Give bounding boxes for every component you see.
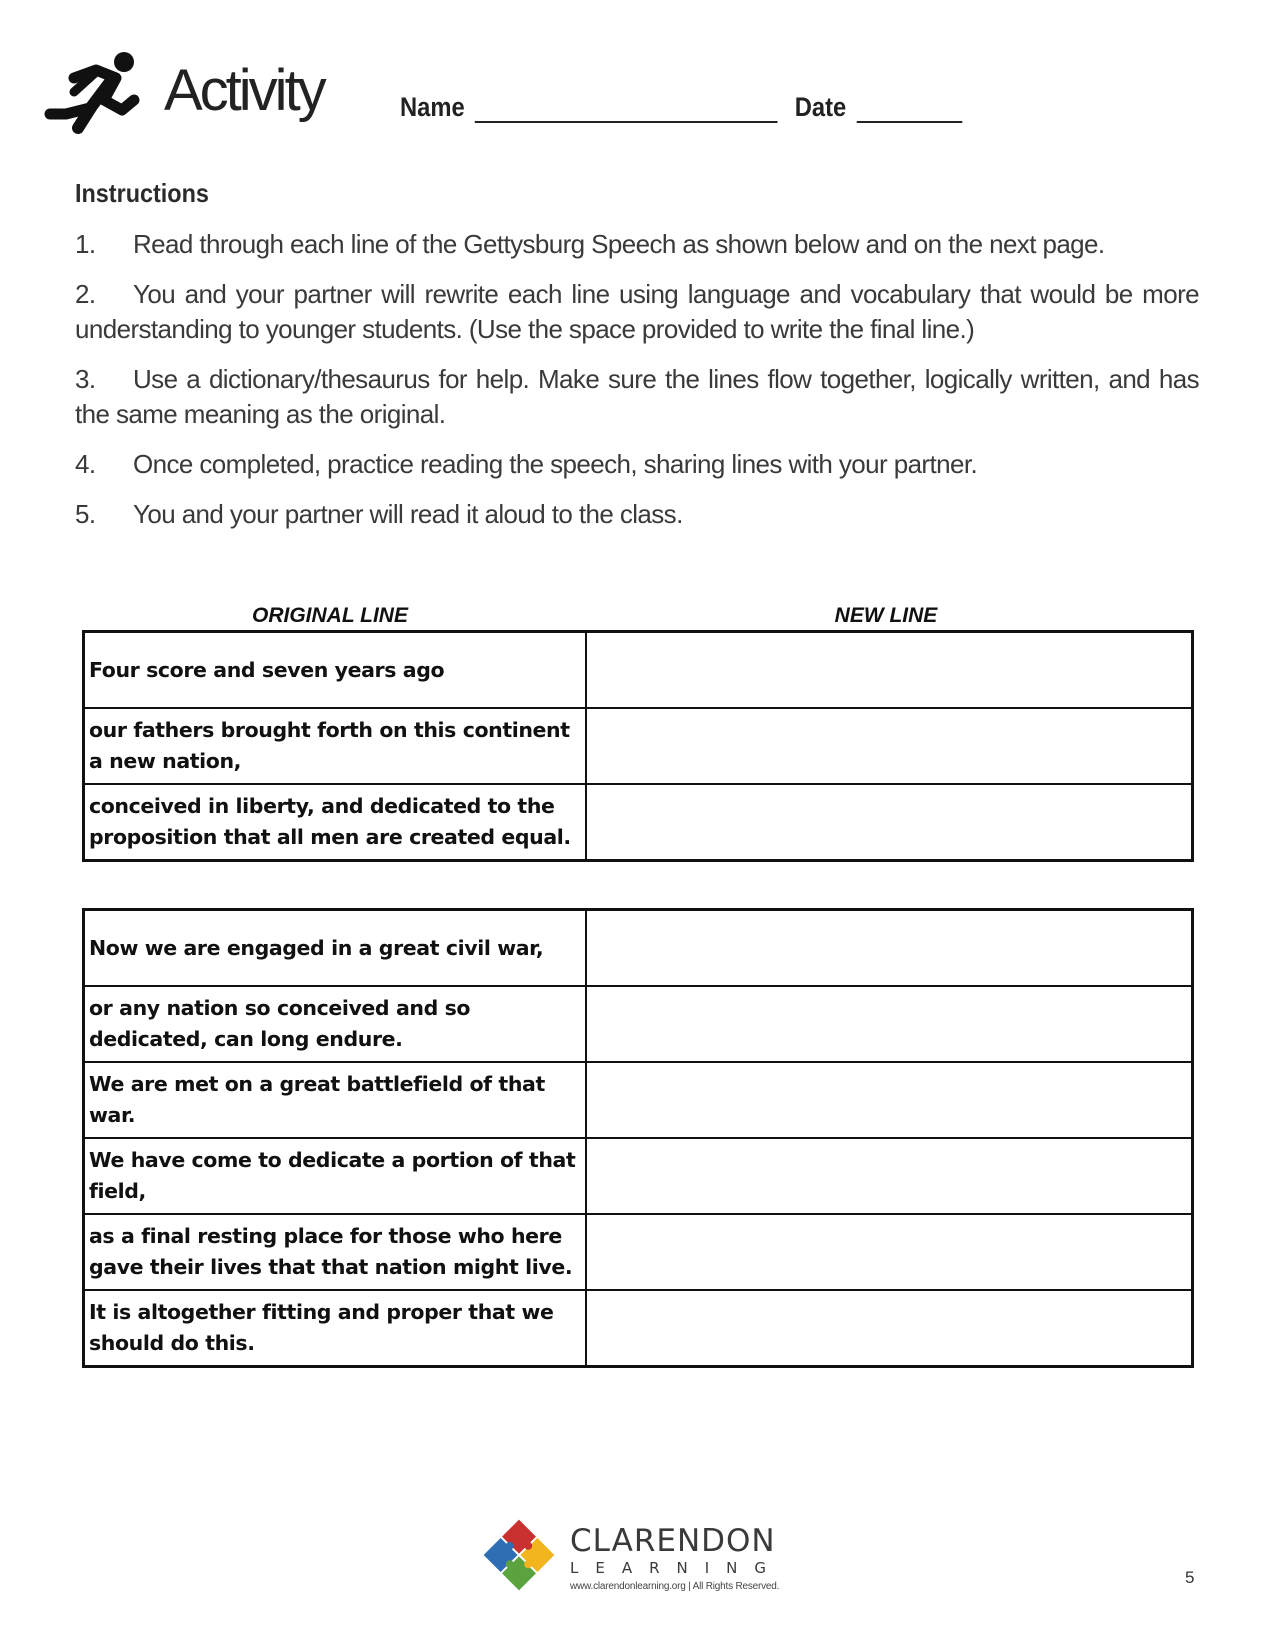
- instructions-section: [75, 178, 1199, 547]
- date-field[interactable]: [856, 95, 962, 123]
- instruction-step: 4. Once completed, practice reading the speech, sharing lines with your partner.: [75, 449, 978, 479]
- footer-branding: [480, 1516, 800, 1596]
- column-header-new: NEW LINE: [834, 604, 938, 627]
- name-date-fields: [400, 92, 973, 123]
- table-row: [84, 1214, 1193, 1290]
- brand-url: www.clarendonlearning.org | All Rights Reserved.: [570, 1581, 780, 1592]
- instruction-step: 5. You and your partner will read it aloud to the class.: [75, 499, 683, 529]
- brand-subtitle: LEARNING: [570, 1559, 784, 1577]
- new-line-field[interactable]: [586, 1062, 1193, 1138]
- brand-name: CLARENDON: [570, 1523, 776, 1559]
- original-line: Four score and seven years ago: [84, 632, 587, 709]
- table-row: [84, 708, 1193, 784]
- table-row: [84, 910, 1193, 987]
- new-line-field[interactable]: [586, 1214, 1193, 1290]
- original-line: Now we are engaged in a great civil war,: [84, 910, 587, 987]
- original-line: as a final resting place for those who here gave their lives that that nation might live.: [84, 1214, 587, 1290]
- activity-title: Activity: [164, 58, 324, 123]
- running-person-icon: [44, 48, 144, 140]
- original-line: conceived in liberty, and dedicated to the proposition that all men are created equal.: [84, 784, 587, 861]
- table-column-headers: [82, 604, 1194, 628]
- original-line: or any nation so conceived and so dedicated, can long endure.: [84, 986, 587, 1062]
- table-row: [84, 632, 1193, 709]
- instruction-step: 3. Use a dictionary/thesaurus for help. Make sure the lines flow together, logically written, and has the same meaning as the original.: [75, 364, 1199, 429]
- table-row: [84, 986, 1193, 1062]
- table-row: [84, 1062, 1193, 1138]
- column-header-original: ORIGINAL LINE: [252, 604, 408, 627]
- original-line: It is altogether fitting and proper that we should do this.: [84, 1290, 587, 1367]
- new-line-field[interactable]: [586, 1138, 1193, 1214]
- table-row: [84, 1290, 1193, 1367]
- puzzle-logo-icon: [480, 1516, 558, 1594]
- date-label: Date: [794, 92, 847, 122]
- speech-table-1: [82, 630, 1194, 862]
- table-row: [84, 1138, 1193, 1214]
- new-line-field[interactable]: [586, 1290, 1193, 1367]
- brand-block: [570, 1523, 784, 1592]
- original-line: our fathers brought forth on this continent a new nation,: [84, 708, 587, 784]
- new-line-field[interactable]: [586, 986, 1193, 1062]
- speech-table-2: [82, 908, 1194, 1368]
- name-label: Name: [400, 92, 465, 122]
- table-row: [84, 784, 1193, 861]
- instruction-step: 1. Read through each line of the Gettysburg Speech as shown below and on the next page.: [75, 229, 1105, 259]
- original-line: We have come to dedicate a portion of that field,: [84, 1138, 587, 1214]
- page-header: [44, 40, 1234, 140]
- instruction-step: 2. You and your partner will rewrite each line using language and vocabulary that would be more understanding to younger students. (Use the space provided to write the final line.): [75, 279, 1199, 344]
- new-line-field[interactable]: [586, 910, 1193, 987]
- original-line: We are met on a great battlefield of that war.: [84, 1062, 587, 1138]
- new-line-field[interactable]: [586, 784, 1193, 861]
- new-line-field[interactable]: [586, 632, 1193, 709]
- new-line-field[interactable]: [586, 708, 1193, 784]
- name-field[interactable]: [475, 95, 778, 123]
- page-number: 5: [1185, 1568, 1195, 1587]
- instructions-heading: Instructions: [75, 178, 209, 208]
